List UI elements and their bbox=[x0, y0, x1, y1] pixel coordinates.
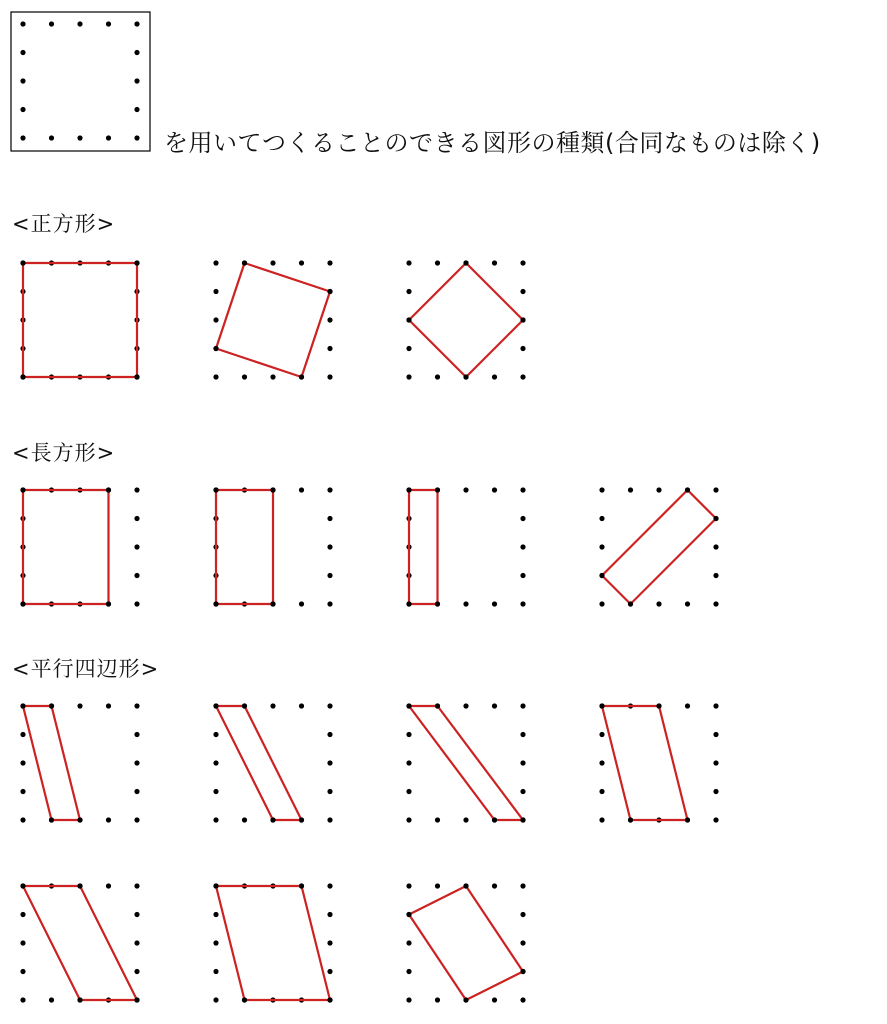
grid-dot bbox=[713, 544, 718, 549]
vertex-dot bbox=[20, 374, 25, 379]
grid-dot bbox=[213, 374, 218, 379]
shape-outline bbox=[23, 263, 137, 377]
grid-dot bbox=[134, 516, 139, 521]
grid-dot bbox=[20, 997, 25, 1002]
figure-parallelogram-4 bbox=[599, 703, 718, 822]
grid-dot bbox=[327, 601, 332, 606]
vertex-dot bbox=[599, 573, 604, 578]
figure-parallelogram-1 bbox=[20, 703, 139, 822]
shape-outline bbox=[23, 886, 137, 1000]
grid-dot bbox=[106, 817, 111, 822]
figure-square-3 bbox=[406, 260, 525, 379]
grid-dot bbox=[599, 544, 604, 549]
grid-dot bbox=[20, 760, 25, 765]
grid-dot bbox=[134, 883, 139, 888]
grid-dot bbox=[134, 912, 139, 917]
figure-square-2 bbox=[213, 260, 332, 379]
reference-dot bbox=[77, 135, 82, 140]
grid-dot bbox=[599, 760, 604, 765]
grid-dot bbox=[327, 260, 332, 265]
grid-dot bbox=[492, 997, 497, 1002]
grid-dot bbox=[327, 573, 332, 578]
grid-dot bbox=[656, 601, 661, 606]
vertex-dot bbox=[270, 817, 275, 822]
reference-dot bbox=[20, 78, 25, 83]
grid-dot bbox=[520, 260, 525, 265]
vertex-dot bbox=[242, 703, 247, 708]
grid-dot bbox=[599, 817, 604, 822]
grid-dot bbox=[463, 487, 468, 492]
grid-dot bbox=[520, 544, 525, 549]
vertex-dot bbox=[685, 817, 690, 822]
vertex-dot bbox=[77, 997, 82, 1002]
grid-dot bbox=[134, 703, 139, 708]
grid-dot bbox=[327, 732, 332, 737]
grid-dot bbox=[435, 883, 440, 888]
vertex-dot bbox=[406, 912, 411, 917]
vertex-dot bbox=[406, 703, 411, 708]
grid-dot bbox=[134, 817, 139, 822]
grid-dot bbox=[713, 573, 718, 578]
reference-dot bbox=[134, 135, 139, 140]
grid-dot bbox=[520, 760, 525, 765]
vertex-dot bbox=[20, 703, 25, 708]
grid-dot bbox=[406, 940, 411, 945]
grid-dot bbox=[327, 346, 332, 351]
grid-dot bbox=[406, 883, 411, 888]
grid-dot bbox=[599, 487, 604, 492]
vertex-dot bbox=[299, 817, 304, 822]
grid-dot bbox=[213, 789, 218, 794]
grid-dot bbox=[520, 601, 525, 606]
vertex-dot bbox=[435, 703, 440, 708]
reference-dot bbox=[134, 78, 139, 83]
vertex-dot bbox=[270, 487, 275, 492]
grid-dot bbox=[134, 760, 139, 765]
grid-dot bbox=[134, 732, 139, 737]
vertex-dot bbox=[299, 374, 304, 379]
vertex-dot bbox=[20, 883, 25, 888]
vertex-dot bbox=[77, 883, 82, 888]
shape-outline bbox=[409, 886, 523, 1000]
vertex-dot bbox=[270, 601, 275, 606]
figure-parallelogram-2 bbox=[213, 703, 332, 822]
grid-dot bbox=[463, 601, 468, 606]
figure-rectangle-3 bbox=[406, 487, 525, 606]
grid-dot bbox=[520, 703, 525, 708]
vertex-dot bbox=[299, 883, 304, 888]
grid-dot bbox=[713, 487, 718, 492]
grid-dot bbox=[713, 789, 718, 794]
reference-dot bbox=[106, 135, 111, 140]
vertex-dot bbox=[20, 601, 25, 606]
grid-dot bbox=[327, 912, 332, 917]
shape-outline bbox=[602, 706, 688, 820]
shape-outline bbox=[602, 490, 716, 604]
grid-dot bbox=[520, 997, 525, 1002]
grid-dot bbox=[406, 969, 411, 974]
grid-dot bbox=[406, 817, 411, 822]
reference-frame bbox=[11, 12, 150, 151]
grid-dot bbox=[520, 573, 525, 578]
grid-dot bbox=[713, 760, 718, 765]
grid-dot bbox=[685, 601, 690, 606]
figure-parallelogram-7 bbox=[406, 883, 525, 1002]
figure-parallelogram-5 bbox=[20, 883, 139, 1002]
grid-dot bbox=[77, 703, 82, 708]
grid-dot bbox=[327, 817, 332, 822]
grid-dot bbox=[270, 703, 275, 708]
grid-dot bbox=[106, 883, 111, 888]
grid-dot bbox=[134, 940, 139, 945]
reference-dot bbox=[20, 50, 25, 55]
vertex-dot bbox=[213, 883, 218, 888]
grid-dot bbox=[270, 260, 275, 265]
grid-dot bbox=[628, 487, 633, 492]
grid-dot bbox=[299, 703, 304, 708]
grid-dot bbox=[327, 703, 332, 708]
reference-dot bbox=[20, 135, 25, 140]
grid-dot bbox=[134, 487, 139, 492]
vertex-dot bbox=[435, 487, 440, 492]
vertex-dot bbox=[656, 703, 661, 708]
shape-outline bbox=[216, 490, 273, 604]
grid-dot bbox=[299, 260, 304, 265]
grid-dot bbox=[406, 760, 411, 765]
figure-parallelogram-6 bbox=[213, 883, 332, 1002]
grid-dot bbox=[134, 789, 139, 794]
grid-dot bbox=[520, 346, 525, 351]
reference-dot bbox=[134, 107, 139, 112]
grid-dot bbox=[213, 732, 218, 737]
grid-dot bbox=[685, 703, 690, 708]
grid-dot bbox=[134, 544, 139, 549]
vertex-dot bbox=[713, 516, 718, 521]
grid-dot bbox=[327, 883, 332, 888]
vertex-dot bbox=[435, 601, 440, 606]
figure-parallelogram-3 bbox=[406, 703, 525, 822]
grid-dot bbox=[213, 289, 218, 294]
grid-dot bbox=[49, 997, 54, 1002]
grid-dot bbox=[599, 732, 604, 737]
grid-dot bbox=[520, 516, 525, 521]
shape-outline bbox=[23, 490, 109, 604]
grid-dot bbox=[492, 260, 497, 265]
grid-dot bbox=[520, 289, 525, 294]
grid-dot bbox=[213, 940, 218, 945]
figure-rectangle-1 bbox=[20, 487, 139, 606]
vertex-dot bbox=[406, 601, 411, 606]
vertex-dot bbox=[628, 817, 633, 822]
heading-parallelogram: <平行四辺形> bbox=[12, 657, 160, 681]
vertex-dot bbox=[406, 487, 411, 492]
grid-dot bbox=[713, 732, 718, 737]
vertex-dot bbox=[20, 487, 25, 492]
grid-dot bbox=[327, 760, 332, 765]
grid-dot bbox=[406, 346, 411, 351]
grid-dot bbox=[270, 374, 275, 379]
grid-dot bbox=[242, 374, 247, 379]
grid-dot bbox=[520, 883, 525, 888]
grid-dot bbox=[213, 912, 218, 917]
grid-dot bbox=[520, 732, 525, 737]
grid-dot bbox=[134, 573, 139, 578]
vertex-dot bbox=[213, 703, 218, 708]
grid-dot bbox=[327, 487, 332, 492]
grid-dot bbox=[520, 374, 525, 379]
grid-dot bbox=[327, 789, 332, 794]
grid-dot bbox=[599, 516, 604, 521]
vertex-dot bbox=[463, 260, 468, 265]
grid-dot bbox=[406, 260, 411, 265]
grid-dot bbox=[134, 601, 139, 606]
vertex-dot bbox=[327, 289, 332, 294]
shape-outline bbox=[409, 263, 523, 377]
grid-dot bbox=[213, 317, 218, 322]
grid-dot bbox=[713, 703, 718, 708]
grid-dot bbox=[492, 374, 497, 379]
grid-dot bbox=[599, 601, 604, 606]
grid-dot bbox=[213, 260, 218, 265]
vertex-dot bbox=[134, 260, 139, 265]
heading-square: <正方形> bbox=[12, 212, 116, 236]
grid-dot bbox=[435, 374, 440, 379]
grid-dot bbox=[520, 487, 525, 492]
vertex-dot bbox=[463, 997, 468, 1002]
vertex-dot bbox=[106, 601, 111, 606]
shape-outline bbox=[216, 263, 330, 377]
reference-dot bbox=[134, 21, 139, 26]
grid-dot bbox=[327, 516, 332, 521]
grid-dot bbox=[520, 940, 525, 945]
vertex-dot bbox=[628, 601, 633, 606]
grid-dot bbox=[406, 374, 411, 379]
grid-dot bbox=[20, 732, 25, 737]
grid-dot bbox=[406, 732, 411, 737]
grid-dot bbox=[213, 997, 218, 1002]
vertex-dot bbox=[685, 487, 690, 492]
grid-dot bbox=[20, 789, 25, 794]
grid-dot bbox=[463, 703, 468, 708]
grid-dot bbox=[406, 289, 411, 294]
grid-dot bbox=[327, 940, 332, 945]
reference-dot bbox=[106, 21, 111, 26]
grid-dot bbox=[213, 760, 218, 765]
grid-dot bbox=[242, 817, 247, 822]
grid-dot bbox=[106, 703, 111, 708]
grid-dot bbox=[435, 260, 440, 265]
figure-rectangle-2 bbox=[213, 487, 332, 606]
reference-geoboard bbox=[11, 12, 150, 151]
vertex-dot bbox=[463, 883, 468, 888]
vertex-dot bbox=[49, 817, 54, 822]
vertex-dot bbox=[242, 997, 247, 1002]
reference-dot bbox=[20, 107, 25, 112]
vertex-dot bbox=[49, 703, 54, 708]
vertex-dot bbox=[134, 997, 139, 1002]
vertex-dot bbox=[520, 969, 525, 974]
vertex-dot bbox=[327, 997, 332, 1002]
grid-dot bbox=[492, 601, 497, 606]
grid-dot bbox=[299, 601, 304, 606]
reference-dot bbox=[20, 21, 25, 26]
grid-dot bbox=[299, 487, 304, 492]
grid-dot bbox=[492, 883, 497, 888]
grid-dot bbox=[435, 997, 440, 1002]
grid-dot bbox=[20, 940, 25, 945]
vertex-dot bbox=[463, 374, 468, 379]
grid-dot bbox=[656, 487, 661, 492]
prompt-text: を用いてつくることのできる図形の種類(合同なものは除く) bbox=[164, 129, 821, 157]
vertex-dot bbox=[20, 260, 25, 265]
grid-dot bbox=[713, 817, 718, 822]
grid-dot bbox=[599, 789, 604, 794]
grid-dot bbox=[20, 969, 25, 974]
vertex-dot bbox=[599, 703, 604, 708]
shape-outline bbox=[409, 490, 438, 604]
reference-dot bbox=[77, 21, 82, 26]
reference-dot bbox=[49, 135, 54, 140]
grid-dot bbox=[327, 317, 332, 322]
shape-outline bbox=[216, 706, 302, 820]
grid-dot bbox=[327, 374, 332, 379]
vertex-dot bbox=[213, 601, 218, 606]
vertex-dot bbox=[406, 317, 411, 322]
grid-dot bbox=[213, 969, 218, 974]
grid-dot bbox=[520, 912, 525, 917]
grid-dot bbox=[406, 997, 411, 1002]
vertex-dot bbox=[213, 487, 218, 492]
vertex-dot bbox=[520, 817, 525, 822]
vertex-dot bbox=[77, 817, 82, 822]
grid-dot bbox=[20, 817, 25, 822]
vertex-dot bbox=[242, 260, 247, 265]
vertex-dot bbox=[134, 374, 139, 379]
vertex-dot bbox=[213, 346, 218, 351]
grid-dot bbox=[327, 969, 332, 974]
heading-rectangle: <長方形> bbox=[12, 441, 116, 465]
figure-square-1 bbox=[20, 260, 139, 379]
figure-rectangle-4 bbox=[599, 487, 718, 606]
shape-outline bbox=[216, 886, 330, 1000]
grid-dot bbox=[463, 817, 468, 822]
grid-dot bbox=[20, 912, 25, 917]
vertex-dot bbox=[106, 487, 111, 492]
grid-dot bbox=[406, 789, 411, 794]
grid-dot bbox=[520, 789, 525, 794]
grid-dot bbox=[213, 817, 218, 822]
grid-dot bbox=[492, 487, 497, 492]
vertex-dot bbox=[492, 817, 497, 822]
grid-dot bbox=[713, 601, 718, 606]
grid-dot bbox=[492, 703, 497, 708]
grid-dot bbox=[435, 817, 440, 822]
grid-dot bbox=[134, 969, 139, 974]
grid-dot bbox=[327, 544, 332, 549]
reference-dot bbox=[49, 21, 54, 26]
shape-outline bbox=[23, 706, 80, 820]
shape-outline bbox=[409, 706, 523, 820]
vertex-dot bbox=[520, 317, 525, 322]
reference-dot bbox=[134, 50, 139, 55]
